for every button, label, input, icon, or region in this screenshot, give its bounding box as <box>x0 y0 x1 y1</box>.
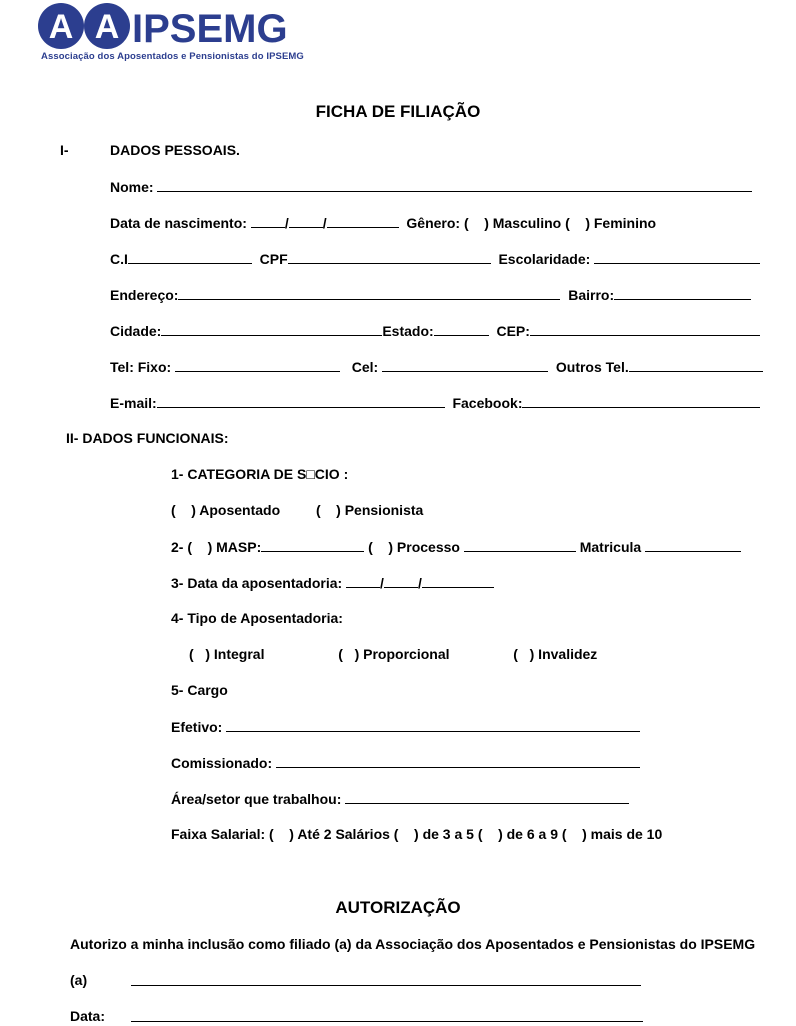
de3a5-option[interactable]: ) de 3 a 5 ( <box>414 826 483 842</box>
data-nascimento-label: Data de nascimento: <box>110 215 247 231</box>
date-field[interactable] <box>131 1008 643 1022</box>
nome-field[interactable] <box>157 178 752 192</box>
nome-label: Nome: <box>110 179 154 195</box>
escolaridade-label: Escolaridade: <box>498 251 591 267</box>
logo-graphic <box>38 2 304 50</box>
address-row <box>110 286 751 304</box>
outros-tel-label: Outros Tel. <box>555 359 629 375</box>
svg-text:A: A <box>48 8 74 46</box>
comissionado-label: Comissionado: <box>171 755 273 771</box>
data-aposentadoria-row <box>171 574 494 592</box>
section2-title: II- DADOS FUNCIONAIS: <box>66 430 229 446</box>
comissionado-row <box>171 754 640 772</box>
birth-day-field[interactable] <box>251 214 285 228</box>
facebook-field[interactable] <box>522 394 760 408</box>
cep-label: CEP: <box>496 323 530 339</box>
integral-paren: ( <box>189 646 194 662</box>
association-logo <box>38 2 304 62</box>
svg-text:A: A <box>94 8 120 46</box>
processo-field[interactable] <box>464 538 576 552</box>
cel-label: Cel: <box>351 359 379 375</box>
a-label: (a) <box>70 972 88 988</box>
bairro-field[interactable] <box>614 286 751 300</box>
area-setor-field[interactable] <box>345 790 629 804</box>
autorizacao-text: Autorizo a minha inclusão como filiado (a) da Associação dos Aposentados e Pensionistas do IPSEMG <box>70 936 756 952</box>
a-signature-line-wrap <box>131 972 641 990</box>
birth-gender-row <box>110 214 656 232</box>
email-field[interactable] <box>157 394 445 408</box>
mais10-option[interactable]: ) mais de 10 <box>582 826 663 842</box>
genero-label: Gênero: ( <box>406 215 469 231</box>
estado-label: Estado: <box>382 323 434 339</box>
masculino-option[interactable]: ) Masculino ( <box>484 215 570 231</box>
categoria-label: 1- CATEGORIA DE S□CIO : <box>171 466 349 482</box>
aposentado-paren: ( <box>171 502 176 518</box>
tel-fixo-label: Tel: Fixo: <box>110 359 172 375</box>
data-line-wrap <box>131 1008 643 1026</box>
birth-month-field[interactable] <box>289 214 323 228</box>
section1-number: I- <box>60 142 69 158</box>
logo-subtitle: Associação dos Aposentados e Pensionistas do IPSEMG <box>41 51 304 62</box>
data-aposentadoria-label: 3- Data da aposentadoria: <box>171 575 343 591</box>
cidade-label: Cidade: <box>110 323 162 339</box>
ate2-option[interactable]: ) Até 2 Salários ( <box>289 826 399 842</box>
efetivo-row <box>171 718 640 736</box>
faixa-salarial-label: Faixa Salarial: ( <box>171 826 274 842</box>
cidade-field[interactable] <box>161 322 382 336</box>
ci-field[interactable] <box>128 250 252 264</box>
masp-option[interactable]: ) MASP: <box>207 539 262 555</box>
outros-tel-field[interactable] <box>629 358 763 372</box>
comissionado-field[interactable] <box>276 754 640 768</box>
ci-label: C.I <box>110 251 128 267</box>
aposentado-option[interactable]: ) Aposentado <box>191 502 281 518</box>
endereco-label: Endereço: <box>110 287 179 303</box>
email-label: E-mail: <box>110 395 157 411</box>
date-slash: / <box>417 575 422 591</box>
efetivo-field[interactable] <box>226 718 640 732</box>
matricula-field[interactable] <box>645 538 741 552</box>
processo-paren: ( <box>368 539 373 555</box>
signature-field[interactable] <box>131 972 641 986</box>
cargo-label: 5- Cargo <box>171 682 228 698</box>
de6a9-option[interactable]: ) de 6 a 9 ( <box>498 826 567 842</box>
pensionista-option[interactable]: ) Pensionista <box>336 502 424 518</box>
aposentadoria-month-field[interactable] <box>384 574 418 588</box>
aposentadoria-year-field[interactable] <box>422 574 494 588</box>
tipo-options-row <box>189 646 597 663</box>
cel-field[interactable] <box>382 358 548 372</box>
section1-title: DADOS PESSOAIS. <box>110 142 240 158</box>
invalidez-paren: ( <box>513 646 518 662</box>
endereco-field[interactable] <box>178 286 560 300</box>
matricula-label: Matricula <box>579 539 642 555</box>
faixa-salarial-row <box>171 826 662 843</box>
estado-field[interactable] <box>434 322 489 336</box>
date-slash: / <box>322 215 327 231</box>
proporcional-paren: ( <box>338 646 343 662</box>
pensionista-paren: ( <box>315 502 321 518</box>
feminino-option[interactable]: ) Feminino <box>585 215 657 231</box>
invalidez-option[interactable]: ) Invalidez <box>529 646 598 662</box>
email-row <box>110 394 760 412</box>
area-setor-row <box>171 790 629 808</box>
nome-row <box>110 178 752 196</box>
tel-fixo-field[interactable] <box>175 358 340 372</box>
efetivo-label: Efetivo: <box>171 719 223 735</box>
escolaridade-field[interactable] <box>594 250 760 264</box>
cep-field[interactable] <box>530 322 760 336</box>
documents-row <box>110 250 760 268</box>
form-title: FICHA DE FILIAÇÃO <box>315 102 481 121</box>
bairro-label: Bairro: <box>568 287 615 303</box>
tipo-aposentadoria-label: 4- Tipo de Aposentadoria: <box>171 610 343 626</box>
autorizacao-title: AUTORIZAÇÃO <box>335 898 461 917</box>
cpf-label: CPF <box>259 251 288 267</box>
phone-row <box>110 358 763 376</box>
integral-option[interactable]: ) Integral <box>205 646 265 662</box>
aposentadoria-day-field[interactable] <box>346 574 380 588</box>
categoria-options-row <box>171 502 423 519</box>
city-row <box>110 322 760 340</box>
proporcional-option[interactable]: ) Proporcional <box>354 646 450 662</box>
area-setor-label: Área/setor que trabalhou: <box>171 791 342 807</box>
birth-year-field[interactable] <box>327 214 399 228</box>
masp-field[interactable] <box>261 538 364 552</box>
masp-row <box>171 538 741 556</box>
date-slash: / <box>380 575 384 591</box>
facebook-label: Facebook: <box>452 395 523 411</box>
data-label: Data: <box>70 1008 106 1024</box>
cpf-field[interactable] <box>288 250 491 264</box>
date-slash: / <box>284 215 289 231</box>
svg-text:IPSEMG: IPSEMG <box>132 7 288 50</box>
item2-prefix: 2- ( <box>171 539 192 555</box>
processo-option[interactable]: ) Processo <box>388 539 460 555</box>
